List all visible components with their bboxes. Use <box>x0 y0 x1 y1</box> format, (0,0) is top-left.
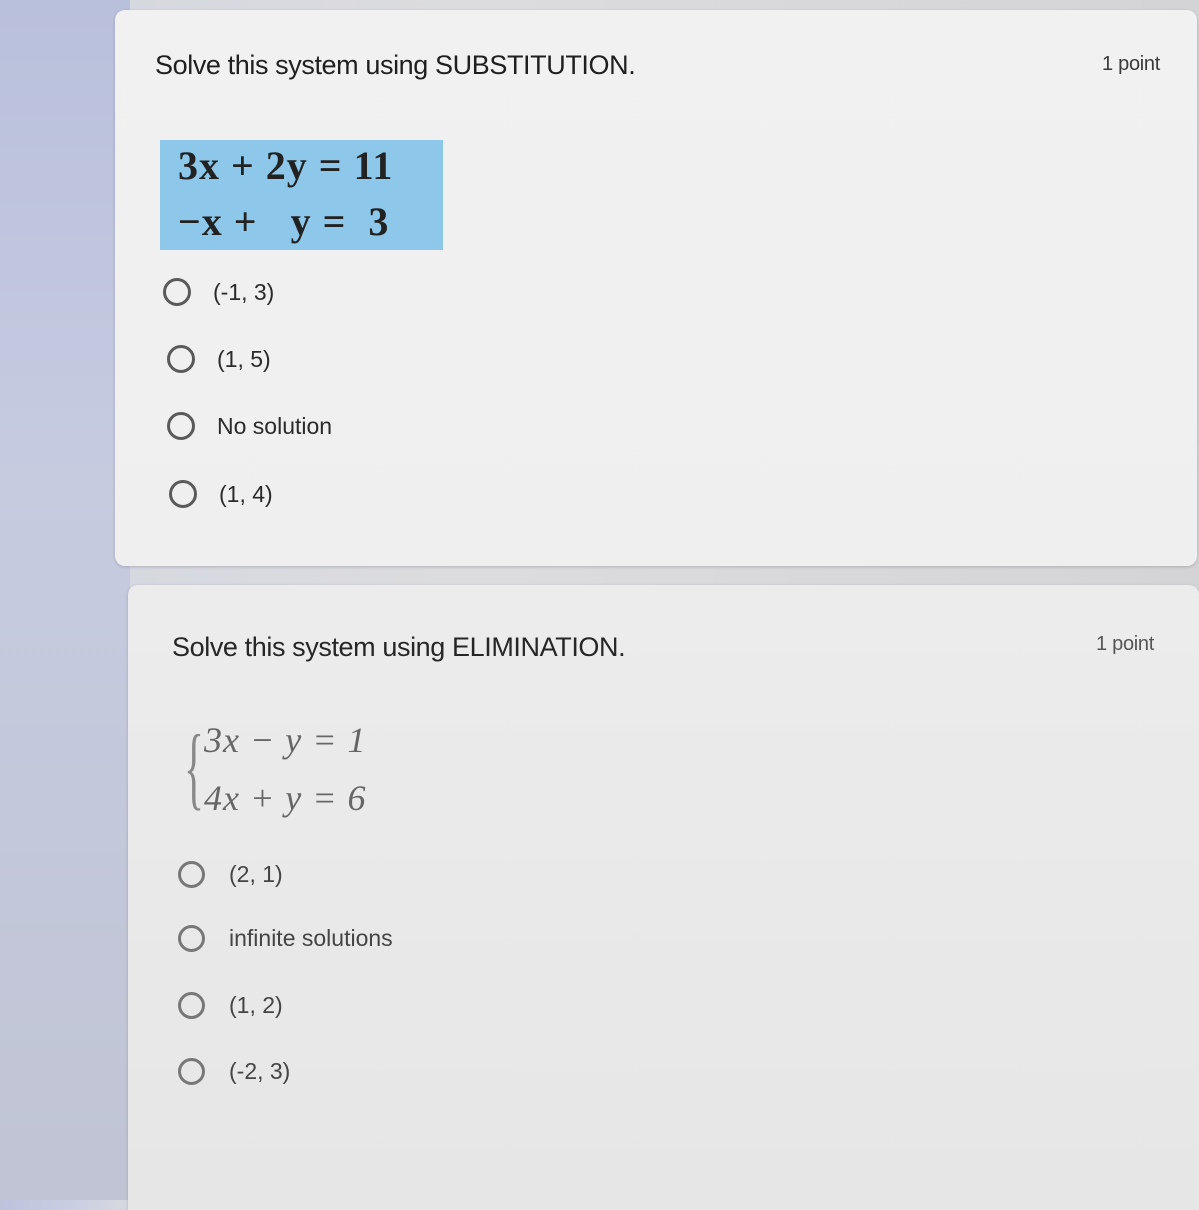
radio-button[interactable] <box>178 925 205 952</box>
equation-line-2: 4x + y = 6 <box>204 778 367 818</box>
points-label: 1 point <box>1102 53 1160 75</box>
answer-option[interactable] <box>178 861 283 888</box>
equation-line-1: 3x − y = 1 <box>204 720 367 760</box>
answer-option-label: (1, 5) <box>217 345 271 372</box>
brace-icon: { <box>184 716 204 818</box>
equation-line-2: −x + y = 3 <box>178 199 390 244</box>
answer-option-label: No solution <box>217 412 333 439</box>
answer-option[interactable] <box>163 278 274 306</box>
equation-line-1: 3x + 2y = 11 <box>178 143 394 188</box>
answer-option[interactable] <box>178 925 393 952</box>
answer-option[interactable] <box>169 480 273 508</box>
answer-option[interactable] <box>167 345 271 373</box>
answer-option[interactable] <box>167 412 332 440</box>
background-left-shade <box>0 0 130 1200</box>
equation-image <box>160 140 443 250</box>
radio-button[interactable] <box>167 412 195 440</box>
radio-button[interactable] <box>178 1058 205 1085</box>
answer-option[interactable] <box>178 992 283 1019</box>
radio-button[interactable] <box>178 992 205 1019</box>
radio-button[interactable] <box>167 345 195 373</box>
equation-image <box>184 715 404 825</box>
answer-option[interactable] <box>178 1058 290 1085</box>
radio-button[interactable] <box>178 861 205 888</box>
radio-button[interactable] <box>163 278 191 306</box>
answer-option-label: (-2, 3) <box>229 1058 291 1084</box>
answer-option-label: (1, 2) <box>229 992 283 1018</box>
answer-option-label: (2, 1) <box>229 861 283 887</box>
points-label: 1 point <box>1096 633 1154 655</box>
question-title: Solve this system using SUBSTITUTION. <box>155 50 636 80</box>
answer-option-label: infinite solutions <box>229 925 393 951</box>
answer-option-label: (1, 4) <box>219 480 273 507</box>
radio-button[interactable] <box>169 480 197 508</box>
answer-option-label: (-1, 3) <box>213 278 275 305</box>
question-card-substitution <box>115 10 1197 566</box>
question-card-elimination <box>128 585 1199 1210</box>
question-title: Solve this system using ELIMINATION. <box>172 632 626 662</box>
